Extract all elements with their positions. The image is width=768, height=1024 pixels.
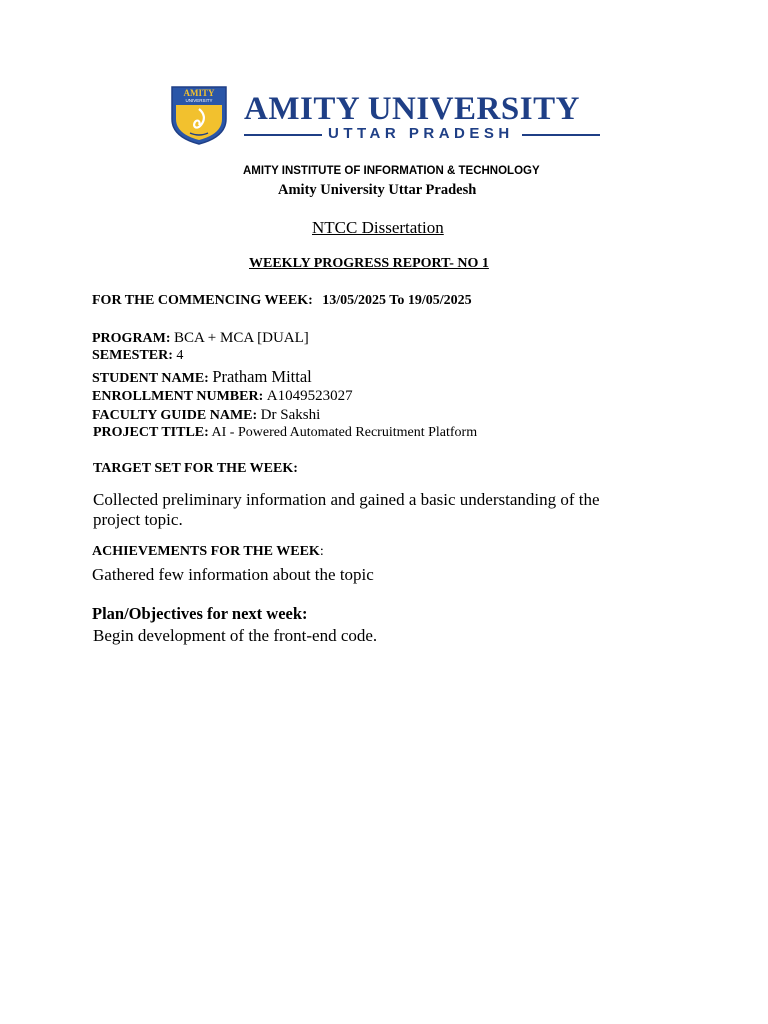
student-name-row — [92, 367, 312, 387]
logo-rule-right — [522, 134, 600, 136]
week-row — [92, 293, 472, 309]
crest-subtext: UNIVERSITY — [185, 98, 213, 103]
plan-heading: Plan/Objectives for next week: — [92, 604, 308, 623]
student-name-value: Pratham Mittal — [212, 367, 312, 386]
week-value: 13/05/2025 To 19/05/2025 — [322, 293, 472, 308]
amity-crest-icon — [168, 85, 230, 145]
institute-name: AMITY INSTITUTE OF INFORMATION & TECHNOLOGY — [243, 165, 540, 177]
university-name: Amity University Uttar Pradesh — [278, 182, 477, 198]
logo-title: AMITY UNIVERSITY — [244, 91, 580, 127]
enrollment-row — [92, 388, 353, 405]
university-logo — [168, 85, 604, 147]
enrollment-value: A1049523027 — [266, 388, 353, 404]
week-label: FOR THE COMMENCING WEEK: — [92, 293, 313, 308]
plan-text: Begin development of the front-end code. — [93, 626, 378, 645]
target-text-line-1: Collected preliminary information and gained a basic understanding of the — [93, 490, 600, 509]
enrollment-label: ENROLLMENT NUMBER: — [92, 389, 264, 404]
faculty-guide-value: Dr Sakshi — [260, 407, 321, 423]
project-title-row — [93, 425, 477, 441]
semester-label: SEMESTER: — [92, 348, 173, 363]
faculty-guide-row — [92, 407, 320, 424]
program-row — [92, 330, 309, 347]
semester-row — [92, 348, 183, 364]
target-heading: TARGET SET FOR THE WEEK: — [93, 461, 298, 476]
project-title-value: AI - Powered Automated Recruitment Platform — [211, 425, 478, 440]
achievements-heading-row — [92, 544, 324, 560]
achievements-heading: ACHIEVEMENTS FOR THE WEEK — [92, 544, 320, 559]
logo-subtitle: UTTAR PRADESH — [328, 125, 514, 142]
program-label: PROGRAM: — [92, 331, 171, 346]
faculty-guide-label: FACULTY GUIDE NAME: — [92, 408, 258, 423]
semester-value: 4 — [176, 348, 184, 363]
logo-rule-left — [244, 134, 322, 136]
student-name-label: STUDENT NAME: — [92, 371, 209, 386]
achievements-colon: : — [319, 544, 324, 559]
program-value: BCA + MCA [DUAL] — [174, 330, 309, 346]
target-text-line-2: project topic. — [93, 510, 183, 529]
project-title-label: PROJECT TITLE: — [93, 425, 209, 440]
achievements-text: Gathered few information about the topic — [92, 565, 374, 584]
report-title: WEEKLY PROGRESS REPORT- NO 1 — [249, 256, 489, 271]
document-title: NTCC Dissertation — [312, 218, 444, 237]
crest-text: AMITY — [183, 88, 215, 98]
